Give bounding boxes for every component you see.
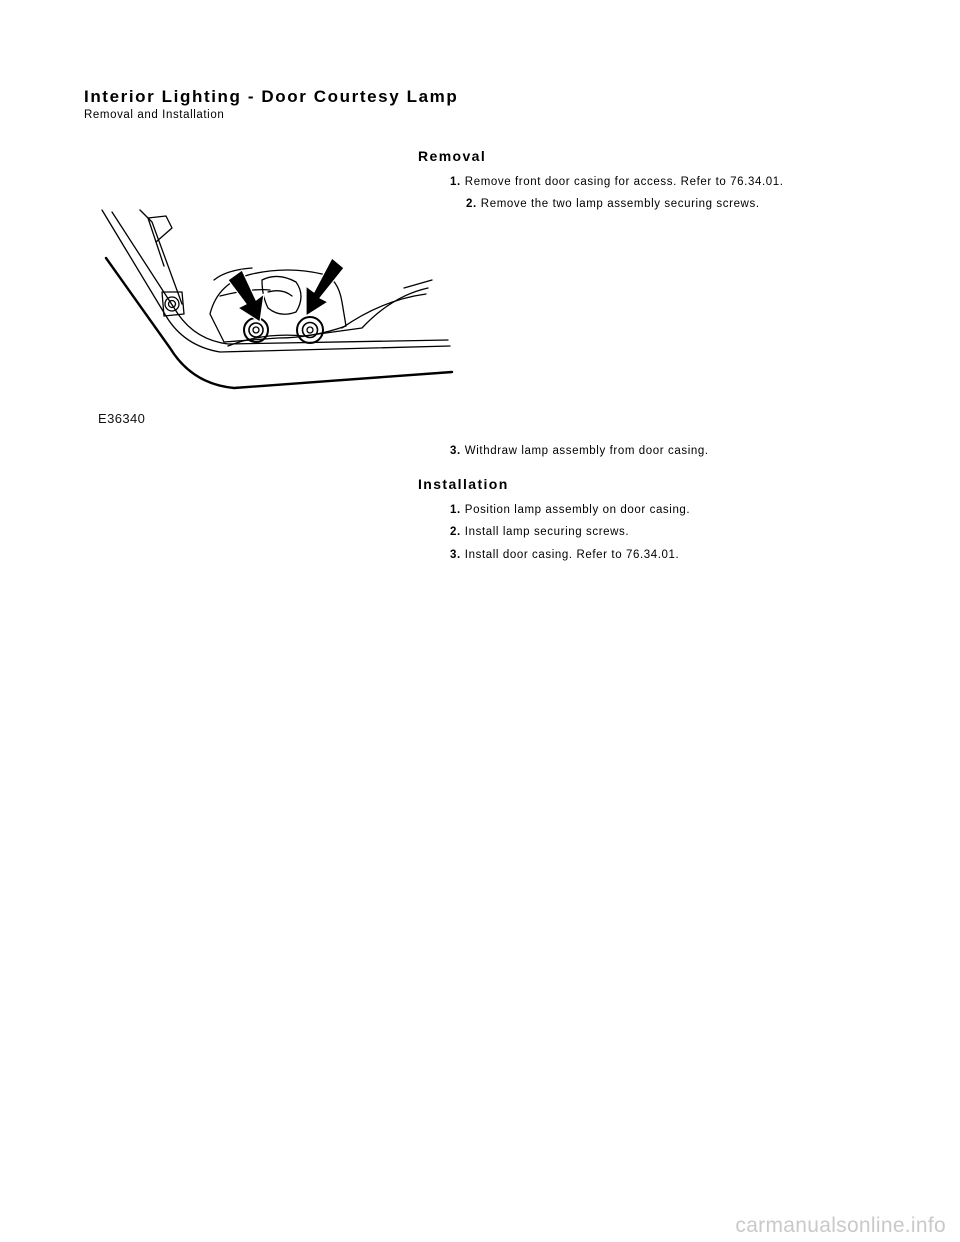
installation-step-2-text: Install lamp securing screws. <box>464 526 630 538</box>
lamp-removal-illustration <box>92 196 462 432</box>
removal-step-1 <box>450 175 784 189</box>
removal-step-2-text: Remove the two lamp assembly securing screws. <box>480 198 760 210</box>
page-title: Interior Lighting - Door Courtesy Lamp <box>84 87 459 106</box>
removal-step-2-number: 2. <box>466 198 477 210</box>
figure-id-label: E36340 <box>98 411 146 426</box>
installation-step-1-number: 1. <box>450 504 461 516</box>
left-screw-arrow-icon <box>228 270 264 322</box>
removal-step-2 <box>466 197 760 211</box>
door-casing-drawing <box>92 196 462 406</box>
removal-step-3 <box>450 444 709 458</box>
installation-step-1-text: Position lamp assembly on door casing. <box>464 504 691 516</box>
removal-step-3-text: Withdraw lamp assembly from door casing. <box>464 445 709 457</box>
page-subtitle: Removal and Installation <box>84 109 225 121</box>
installation-heading: Installation <box>418 476 509 492</box>
watermark: carmanualsonline.info <box>735 1214 946 1237</box>
removal-step-3-number: 3. <box>450 445 461 457</box>
installation-step-3-number: 3. <box>450 549 461 561</box>
removal-step-1-text: Remove front door casing for access. Refer to 76.34.01. <box>464 176 784 188</box>
removal-step-1-number: 1. <box>450 176 461 188</box>
right-screw-arrow-icon <box>306 258 344 316</box>
installation-step-3 <box>450 548 679 562</box>
installation-step-1 <box>450 503 690 517</box>
removal-heading: Removal <box>418 148 487 164</box>
installation-step-2-number: 2. <box>450 526 461 538</box>
installation-step-2 <box>450 525 629 539</box>
installation-step-3-text: Install door casing. Refer to 76.34.01. <box>464 549 680 561</box>
